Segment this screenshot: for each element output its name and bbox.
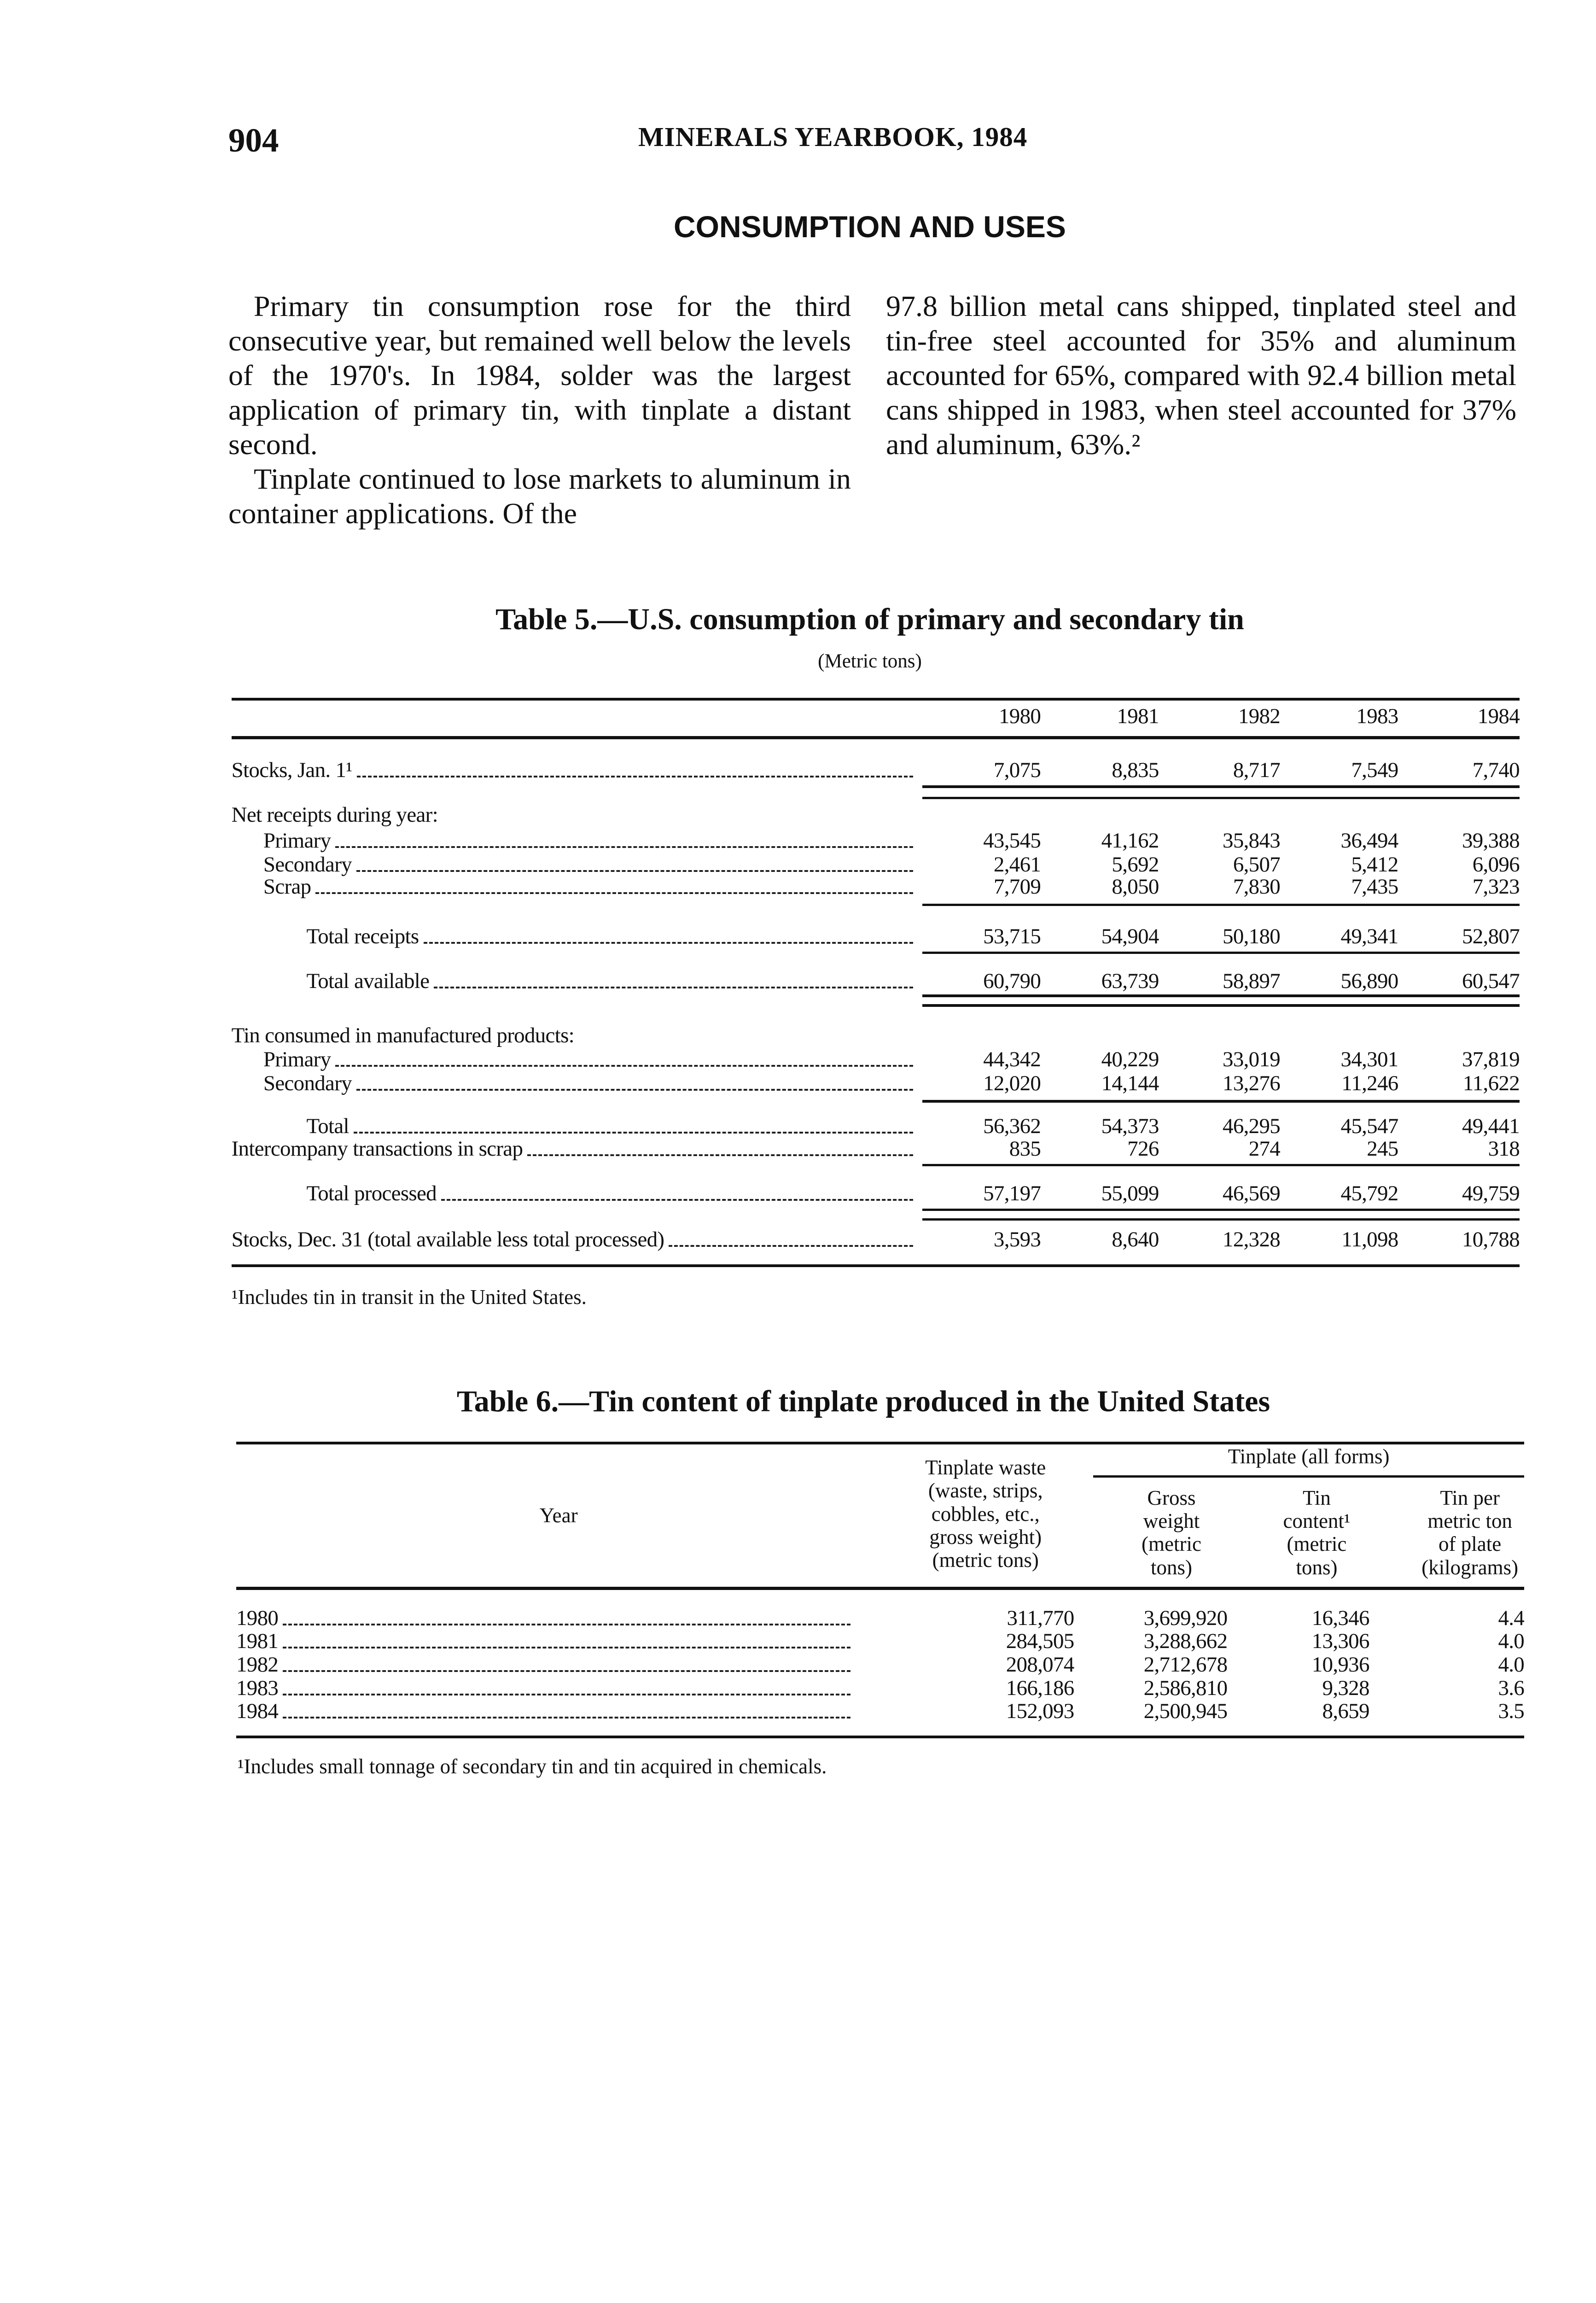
table-rule — [922, 1100, 1519, 1103]
header-rule — [232, 736, 1520, 740]
table-cell: 152,093 — [1006, 1699, 1074, 1724]
table-cell: 2,500,945 — [1143, 1699, 1228, 1724]
row-label — [307, 924, 913, 948]
row-year: 1984 — [236, 1699, 279, 1724]
table-cell: 44,342 — [983, 1047, 1041, 1071]
table-cell: 2,712,678 — [1143, 1653, 1228, 1677]
page-number: 904 — [228, 122, 279, 159]
table-cell: 56,362 — [983, 1114, 1041, 1139]
row-label — [263, 853, 913, 877]
table5-title: Table 5.—U.S. consumption of primary and secondary tin — [495, 602, 1244, 636]
header-rule — [236, 1587, 1524, 1590]
dot-leader — [315, 892, 913, 894]
table-cell: 3,288,662 — [1143, 1629, 1228, 1654]
dot-leader — [357, 776, 913, 777]
body-column-left — [228, 289, 851, 531]
row-label-text: Primary — [263, 828, 331, 853]
table-rule — [922, 952, 1519, 954]
row-label — [263, 1047, 913, 1071]
row-label — [232, 1023, 918, 1047]
row-label-text: Stocks, Dec. 31 (total available less total processed) — [231, 1227, 664, 1252]
row-label — [232, 1137, 913, 1161]
row-label-text: Total processed — [306, 1181, 437, 1205]
column-header-tin-per-ton: metric ton — [1427, 1509, 1512, 1533]
column-group-header: Tinplate (all forms) — [1228, 1444, 1390, 1468]
table-cell: 284,505 — [1006, 1629, 1074, 1654]
table-cell: 40,229 — [1101, 1047, 1159, 1071]
table6-footnote: ¹Includes small tonnage of secondary tin and tin acquired in chemicals. — [238, 1755, 827, 1778]
table-cell: 166,186 — [1006, 1676, 1074, 1700]
row-label-text: Primary — [263, 1047, 331, 1071]
dot-leader — [283, 1694, 850, 1695]
column-header-year: 1981 — [1117, 704, 1159, 728]
table-cell: 3.6 — [1498, 1676, 1525, 1700]
table-cell: 208,074 — [1006, 1653, 1074, 1677]
table-cell: 53,715 — [983, 924, 1041, 948]
group-rule — [1093, 1475, 1524, 1478]
column-header-tin-per-ton: (kilograms) — [1421, 1555, 1519, 1579]
column-header-tinplate-waste: (waste, strips, — [928, 1479, 1043, 1502]
column-header-tinplate-waste: gross weight) — [929, 1525, 1042, 1549]
paragraph: Primary tin consumption rose for the third consecutive year, but remained well below the levels of the 1970's. In 1984, solder was the largest application of primary tin, with tinplate a distant second. — [228, 290, 851, 461]
dot-leader — [434, 987, 913, 988]
row-label-text: Secondary — [263, 852, 352, 877]
row-label-text: Net receipts during year: — [231, 803, 438, 827]
table-cell: 49,441 — [1462, 1114, 1520, 1139]
table-cell: 835 — [1009, 1136, 1041, 1161]
row-label-text: Total receipts — [306, 924, 419, 948]
table-cell: 43,545 — [983, 828, 1041, 853]
paragraph: 97.8 billion metal cans shipped, tinplated steel and tin-free steel accounted for 35% and aluminum accounted for 65%, compared with 92.4 billion metal cans shipped in 1983, when steel accounted for 37% and aluminum, 63%.² — [886, 290, 1516, 461]
dot-leader — [424, 942, 913, 944]
table-rule — [922, 1164, 1519, 1167]
dot-leader — [354, 1132, 913, 1134]
table-cell: 63,739 — [1101, 969, 1159, 993]
body-column-right — [886, 289, 1516, 462]
paragraph: Tinplate continued to lose markets to aluminum in container applications. Of the — [228, 462, 851, 530]
table-cell: 54,904 — [1101, 924, 1159, 948]
column-header-gross-weight: (metric — [1142, 1532, 1201, 1556]
table-cell: 7,435 — [1351, 875, 1398, 899]
table-cell: 4.0 — [1498, 1653, 1525, 1677]
table-cell: 7,830 — [1233, 875, 1281, 899]
table-cell: 10,936 — [1311, 1653, 1369, 1677]
column-header-year: 1983 — [1356, 704, 1398, 728]
table6-title: Table 6.—Tin content of tinplate produced in the United States — [456, 1385, 1270, 1418]
column-header-tinplate-waste: Tinplate waste — [925, 1456, 1046, 1479]
table5-subtitle: (Metric tons) — [818, 650, 922, 672]
row-label-text: Tin consumed in manufactured products: — [231, 1023, 575, 1047]
table-cell: 3,593 — [993, 1227, 1041, 1252]
table-cell: 46,569 — [1223, 1181, 1281, 1205]
table-cell: 6,507 — [1233, 852, 1281, 877]
table-rule — [922, 785, 1519, 788]
table-cell: 34,301 — [1340, 1047, 1398, 1071]
table-cell: 2,461 — [993, 852, 1041, 877]
column-header-year: 1984 — [1477, 704, 1520, 728]
table-cell: 45,792 — [1340, 1181, 1398, 1205]
row-label — [263, 829, 913, 853]
row-label — [232, 1227, 913, 1251]
row-label-text: Stocks, Jan. 1¹ — [231, 758, 352, 783]
row-label — [236, 1653, 850, 1677]
table-rule — [922, 1004, 1519, 1007]
table-cell: 12,328 — [1223, 1227, 1281, 1252]
column-header-year: Year — [539, 1504, 578, 1527]
table-cell: 7,740 — [1472, 758, 1520, 783]
column-header-gross-weight: Gross — [1147, 1486, 1196, 1509]
row-label-text: Secondary — [263, 1071, 352, 1095]
running-head: MINERALS YEARBOOK, 1984 — [638, 122, 1028, 152]
row-year: 1982 — [236, 1653, 279, 1677]
table-cell: 13,306 — [1311, 1629, 1369, 1654]
table-cell: 11,098 — [1341, 1227, 1398, 1252]
table-cell: 7,549 — [1351, 758, 1398, 783]
table-rule — [922, 797, 1519, 800]
column-header-tinplate-waste: (metric tons) — [932, 1549, 1039, 1572]
dot-leader — [283, 1624, 850, 1625]
row-year: 1980 — [236, 1606, 279, 1630]
row-label — [307, 969, 913, 993]
table-top-rule — [236, 1442, 1524, 1444]
dot-leader — [283, 1647, 850, 1648]
table-cell: 41,162 — [1101, 828, 1159, 853]
row-label-text: Intercompany transactions in scrap — [231, 1136, 523, 1161]
table-rule — [922, 1218, 1519, 1221]
table-bottom-rule — [236, 1736, 1524, 1739]
dot-leader — [441, 1199, 913, 1201]
table-cell: 45,547 — [1340, 1114, 1398, 1139]
column-header-tin-content: tons) — [1296, 1555, 1338, 1579]
row-label — [236, 1699, 850, 1723]
table-cell: 8,050 — [1112, 875, 1159, 899]
table-cell: 5,692 — [1112, 852, 1159, 877]
table-cell: 6,096 — [1472, 852, 1520, 877]
table-cell: 49,341 — [1340, 924, 1398, 948]
table-cell: 14,144 — [1101, 1071, 1159, 1095]
table-cell: 726 — [1127, 1136, 1159, 1161]
table-cell: 60,790 — [983, 969, 1041, 993]
table-cell: 57,197 — [983, 1181, 1041, 1205]
table-cell: 13,276 — [1223, 1071, 1281, 1095]
column-header-year: 1982 — [1238, 704, 1281, 728]
dot-leader — [335, 846, 913, 848]
column-header-tin-content: Tin — [1302, 1486, 1331, 1509]
table-cell: 318 — [1488, 1136, 1520, 1161]
table-cell: 2,586,810 — [1143, 1676, 1228, 1700]
row-label — [232, 758, 913, 782]
table-cell: 4.4 — [1498, 1606, 1525, 1630]
table-cell: 39,388 — [1462, 828, 1520, 853]
table-cell: 36,494 — [1340, 828, 1398, 853]
table-cell: 311,770 — [1007, 1606, 1074, 1630]
table-rule — [922, 994, 1519, 997]
dot-leader — [527, 1154, 913, 1156]
row-label — [263, 1071, 913, 1095]
row-label — [236, 1629, 850, 1653]
row-label — [307, 1114, 913, 1138]
table-cell: 33,019 — [1223, 1047, 1281, 1071]
column-header-tinplate-waste: cobbles, etc., — [931, 1502, 1040, 1526]
table-cell: 49,759 — [1462, 1181, 1520, 1205]
table-cell: 60,547 — [1462, 969, 1520, 993]
row-label-text: Total available — [306, 969, 430, 993]
column-header-tin-content: (metric — [1287, 1532, 1347, 1556]
table-cell: 52,807 — [1462, 924, 1520, 948]
table-cell: 46,295 — [1223, 1114, 1281, 1139]
table-cell: 12,020 — [983, 1071, 1041, 1095]
table-cell: 8,659 — [1322, 1699, 1369, 1724]
table-cell: 7,075 — [993, 758, 1041, 783]
table-top-rule — [232, 698, 1520, 701]
dot-leader — [283, 1670, 850, 1672]
dot-leader — [335, 1065, 913, 1067]
table5-footnote: ¹Includes tin in transit in the United States. — [232, 1286, 587, 1309]
table-cell: 54,373 — [1101, 1114, 1159, 1139]
table-cell: 8,717 — [1233, 758, 1281, 783]
table-cell: 11,622 — [1462, 1071, 1520, 1095]
section-title: CONSUMPTION AND USES — [674, 210, 1066, 244]
column-header-gross-weight: weight — [1143, 1509, 1200, 1533]
column-header-tin-per-ton: of plate — [1439, 1532, 1502, 1556]
table-cell: 4.0 — [1498, 1629, 1525, 1654]
table-cell: 37,819 — [1462, 1047, 1520, 1071]
row-year: 1983 — [236, 1676, 279, 1700]
column-header-gross-weight: tons) — [1151, 1555, 1192, 1579]
dot-leader — [283, 1717, 850, 1718]
row-label — [232, 803, 918, 827]
table-cell: 58,897 — [1223, 969, 1281, 993]
dot-leader — [356, 1089, 913, 1091]
column-header-tin-per-ton: Tin per — [1440, 1486, 1500, 1509]
table-cell: 11,246 — [1341, 1071, 1398, 1095]
table-rule — [922, 1209, 1519, 1211]
table-cell: 8,835 — [1112, 758, 1159, 783]
table-cell: 8,640 — [1112, 1227, 1159, 1252]
table-cell: 5,412 — [1351, 852, 1398, 877]
row-label — [236, 1606, 850, 1630]
table-bottom-rule — [232, 1264, 1520, 1267]
table-rule — [922, 904, 1519, 906]
table-cell: 16,346 — [1311, 1606, 1369, 1630]
row-label — [236, 1676, 850, 1700]
row-label — [263, 875, 913, 899]
table-cell: 35,843 — [1223, 828, 1281, 853]
row-year: 1981 — [236, 1629, 279, 1654]
column-header-tin-content: content¹ — [1283, 1509, 1351, 1533]
row-label — [307, 1181, 913, 1205]
table-cell: 9,328 — [1322, 1676, 1369, 1700]
row-label-text: Total — [306, 1114, 349, 1139]
column-header-year: 1980 — [998, 704, 1041, 728]
row-label-text: Scrap — [263, 875, 311, 899]
table-cell: 274 — [1248, 1136, 1281, 1161]
table-cell: 3,699,920 — [1143, 1606, 1228, 1630]
table-cell: 245 — [1367, 1136, 1398, 1161]
table-cell: 7,709 — [993, 875, 1041, 899]
table-cell: 3.5 — [1498, 1699, 1525, 1724]
table-cell: 7,323 — [1472, 875, 1520, 899]
table-cell: 55,099 — [1101, 1181, 1159, 1205]
dot-leader — [356, 870, 913, 872]
table-cell: 10,788 — [1462, 1227, 1520, 1252]
table-cell: 50,180 — [1223, 924, 1281, 948]
table-cell: 56,890 — [1340, 969, 1398, 993]
dot-leader — [669, 1245, 913, 1247]
